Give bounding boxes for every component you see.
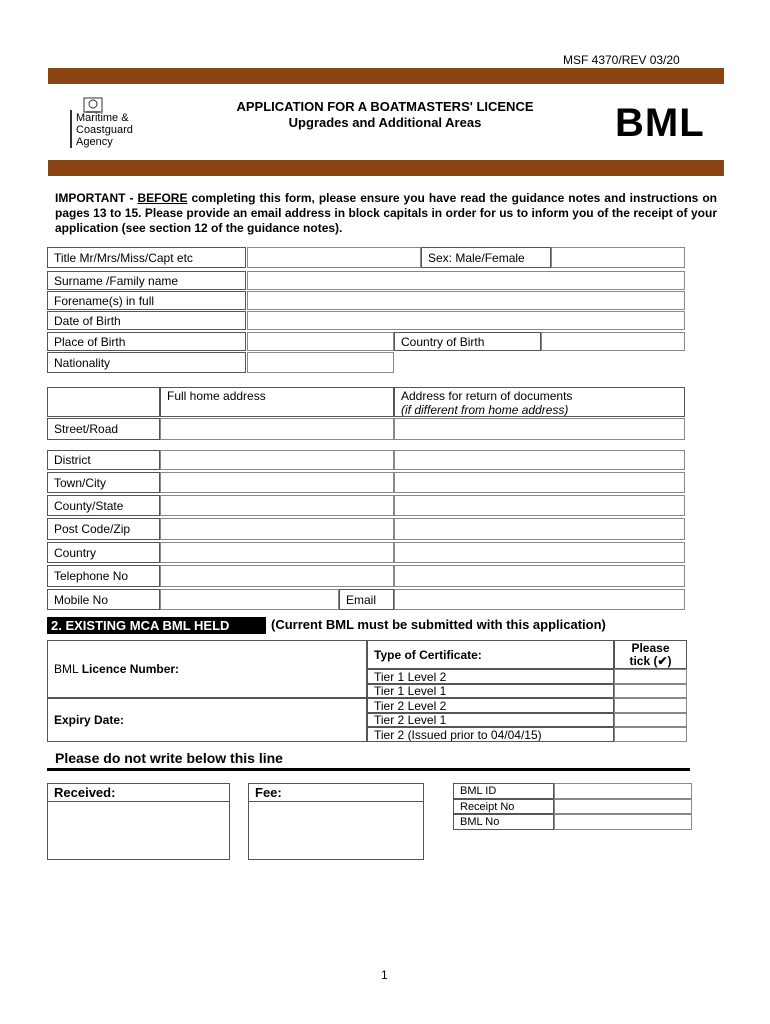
cert-label: Tier 1 Level 1	[374, 684, 447, 698]
county-label: County/State	[54, 498, 124, 513]
received-label: Received:	[54, 785, 116, 800]
district-return-input[interactable]	[394, 450, 685, 470]
pob-label-cell	[47, 332, 246, 351]
surname-input[interactable]	[247, 271, 685, 290]
office-use-heading: Please do not write below this line	[55, 750, 283, 766]
cert-row-2	[367, 698, 614, 713]
return-address-note: (if different from home address)	[401, 403, 569, 417]
pob-input[interactable]	[247, 332, 394, 351]
important-notice	[55, 191, 717, 236]
fee-box[interactable]	[248, 783, 424, 860]
cert-label: Tier 2 Level 2	[374, 698, 447, 713]
telephone-home-input[interactable]	[160, 565, 394, 587]
mobile-label-cell	[47, 589, 160, 610]
form-code: MSF 4370/REV 03/20	[563, 53, 680, 67]
forename-label-cell	[47, 291, 246, 310]
home-address-header-cell	[160, 387, 394, 417]
cert-row-3	[367, 713, 614, 727]
bottom-brown-bar	[48, 160, 724, 176]
email-label-cell	[339, 589, 394, 610]
cert-tick-4[interactable]	[614, 727, 687, 742]
town-label-cell	[47, 472, 160, 493]
postcode-home-input[interactable]	[160, 518, 394, 540]
dob-label: Date of Birth	[54, 313, 121, 328]
form-title: APPLICATION FOR A BOATMASTERS' LICENCE	[236, 99, 534, 114]
county-return-input[interactable]	[394, 495, 685, 516]
town-label: Town/City	[54, 475, 107, 490]
county-home-input[interactable]	[160, 495, 394, 516]
receipt-no-label: Receipt No	[460, 800, 515, 813]
email-input[interactable]	[394, 589, 685, 610]
received-box[interactable]	[47, 783, 230, 860]
cob-label-cell	[394, 332, 541, 351]
type-header: Type of Certificate:	[374, 647, 482, 662]
section2-note: (Current BML must be submitted with this application)	[271, 617, 606, 632]
sex-input[interactable]	[551, 247, 685, 268]
dob-label-cell	[47, 311, 246, 330]
receipt-no-label-cell	[453, 799, 554, 814]
expiry-date-label: Expiry Date:	[54, 713, 125, 727]
title-label-cell	[47, 247, 246, 268]
cert-row-4	[367, 727, 614, 742]
bml-no-label: BML No	[460, 816, 500, 828]
cert-label: Tier 2 Level 1	[374, 713, 447, 727]
licence-number-label: Licence Number:	[81, 662, 180, 676]
bml-badge: BML	[615, 101, 705, 145]
country-home-input[interactable]	[160, 542, 394, 563]
street-home-input[interactable]	[160, 418, 394, 440]
type-header-cell	[367, 640, 614, 669]
cert-tick-1[interactable]	[614, 684, 687, 698]
return-address-header-cell	[394, 387, 685, 417]
licence-number-cell	[47, 640, 367, 698]
telephone-label-cell	[47, 565, 160, 587]
country-return-input[interactable]	[394, 542, 685, 563]
agency-line-2: Coastguard	[76, 124, 133, 136]
country-label: Country	[54, 545, 97, 560]
important-lead: IMPORTANT -	[55, 191, 138, 205]
postcode-label: Post Code/Zip	[54, 522, 131, 536]
nationality-input[interactable]	[247, 352, 394, 373]
mobile-input[interactable]	[160, 589, 339, 610]
forename-label: Forename(s) in full	[54, 293, 155, 308]
postcode-label-cell	[47, 518, 160, 540]
nationality-label-cell	[47, 352, 246, 373]
email-label: Email	[346, 592, 377, 607]
nationality-label: Nationality	[54, 355, 111, 370]
cob-input[interactable]	[541, 332, 685, 351]
office-use-divider	[47, 768, 690, 771]
street-return-input[interactable]	[394, 418, 685, 440]
postcode-return-input[interactable]	[394, 518, 685, 540]
sex-label-cell	[421, 247, 551, 268]
sex-label: Sex: Male/Female	[428, 250, 525, 265]
cert-label: Tier 1 Level 2	[374, 669, 447, 684]
top-brown-bar	[48, 68, 724, 84]
section2-heading	[47, 617, 266, 634]
tick-header-line2: tick (✔)	[629, 654, 672, 668]
country-label-cell	[47, 542, 160, 563]
bml-id-label: BML ID	[460, 785, 497, 797]
street-label: Street/Road	[54, 422, 119, 436]
pob-label: Place of Birth	[54, 334, 126, 349]
cert-label: Tier 2 (Issued prior to 04/04/15)	[374, 727, 542, 742]
return-address-header: Address for return of documents	[401, 389, 573, 403]
important-before: BEFORE	[137, 191, 188, 205]
page-number: 1	[381, 968, 388, 982]
bml-id-input[interactable]	[554, 783, 692, 799]
title-label: Title Mr/Mrs/Miss/Capt etc	[54, 250, 193, 265]
cob-label: Country of Birth	[401, 334, 485, 349]
cert-row-1	[367, 684, 614, 698]
title-input[interactable]	[247, 247, 421, 268]
town-home-input[interactable]	[160, 472, 394, 493]
telephone-label: Telephone No	[54, 569, 129, 583]
district-label: District	[54, 453, 91, 467]
section2-heading-text: 2. EXISTING MCA BML HELD	[51, 618, 230, 633]
form-subtitle: Upgrades and Additional Areas	[288, 115, 482, 130]
forename-input[interactable]	[247, 291, 685, 310]
bml-id-label-cell	[453, 783, 554, 799]
licence-number-prefix: BML	[54, 662, 79, 676]
street-label-cell	[47, 418, 160, 440]
receipt-no-input[interactable]	[554, 799, 692, 814]
tick-header-cell	[614, 640, 687, 669]
important-text: completing this form, please ensure you have read the guidance notes and instructions on pages 13 to 15. Please provide an email address in block capitals in order for us to inform you of the receipt of your application (see section 12 of the guidance notes).	[55, 191, 717, 235]
fee-label: Fee:	[255, 785, 282, 800]
county-label-cell	[47, 495, 160, 516]
bml-no-label-cell	[453, 814, 554, 830]
bml-no-input[interactable]	[554, 814, 692, 830]
cert-tick-2[interactable]	[614, 698, 687, 713]
home-address-header: Full home address	[167, 389, 266, 403]
town-return-input[interactable]	[394, 472, 685, 493]
expiry-date-cell	[47, 698, 367, 742]
dob-input[interactable]	[247, 311, 685, 330]
agency-line-1: Maritime &	[76, 112, 129, 124]
tick-header-line1: Please	[631, 641, 670, 655]
cert-tick-0[interactable]	[614, 669, 687, 684]
cert-row-0	[367, 669, 614, 684]
agency-line-3: Agency	[76, 136, 113, 148]
cert-tick-3[interactable]	[614, 713, 687, 727]
address-corner-cell	[47, 387, 160, 417]
telephone-return-input[interactable]	[394, 565, 685, 587]
surname-label: Surname /Family name	[54, 273, 179, 288]
mobile-label: Mobile No	[54, 592, 109, 607]
district-home-input[interactable]	[160, 450, 394, 470]
surname-label-cell	[47, 271, 246, 290]
district-label-cell	[47, 450, 160, 470]
